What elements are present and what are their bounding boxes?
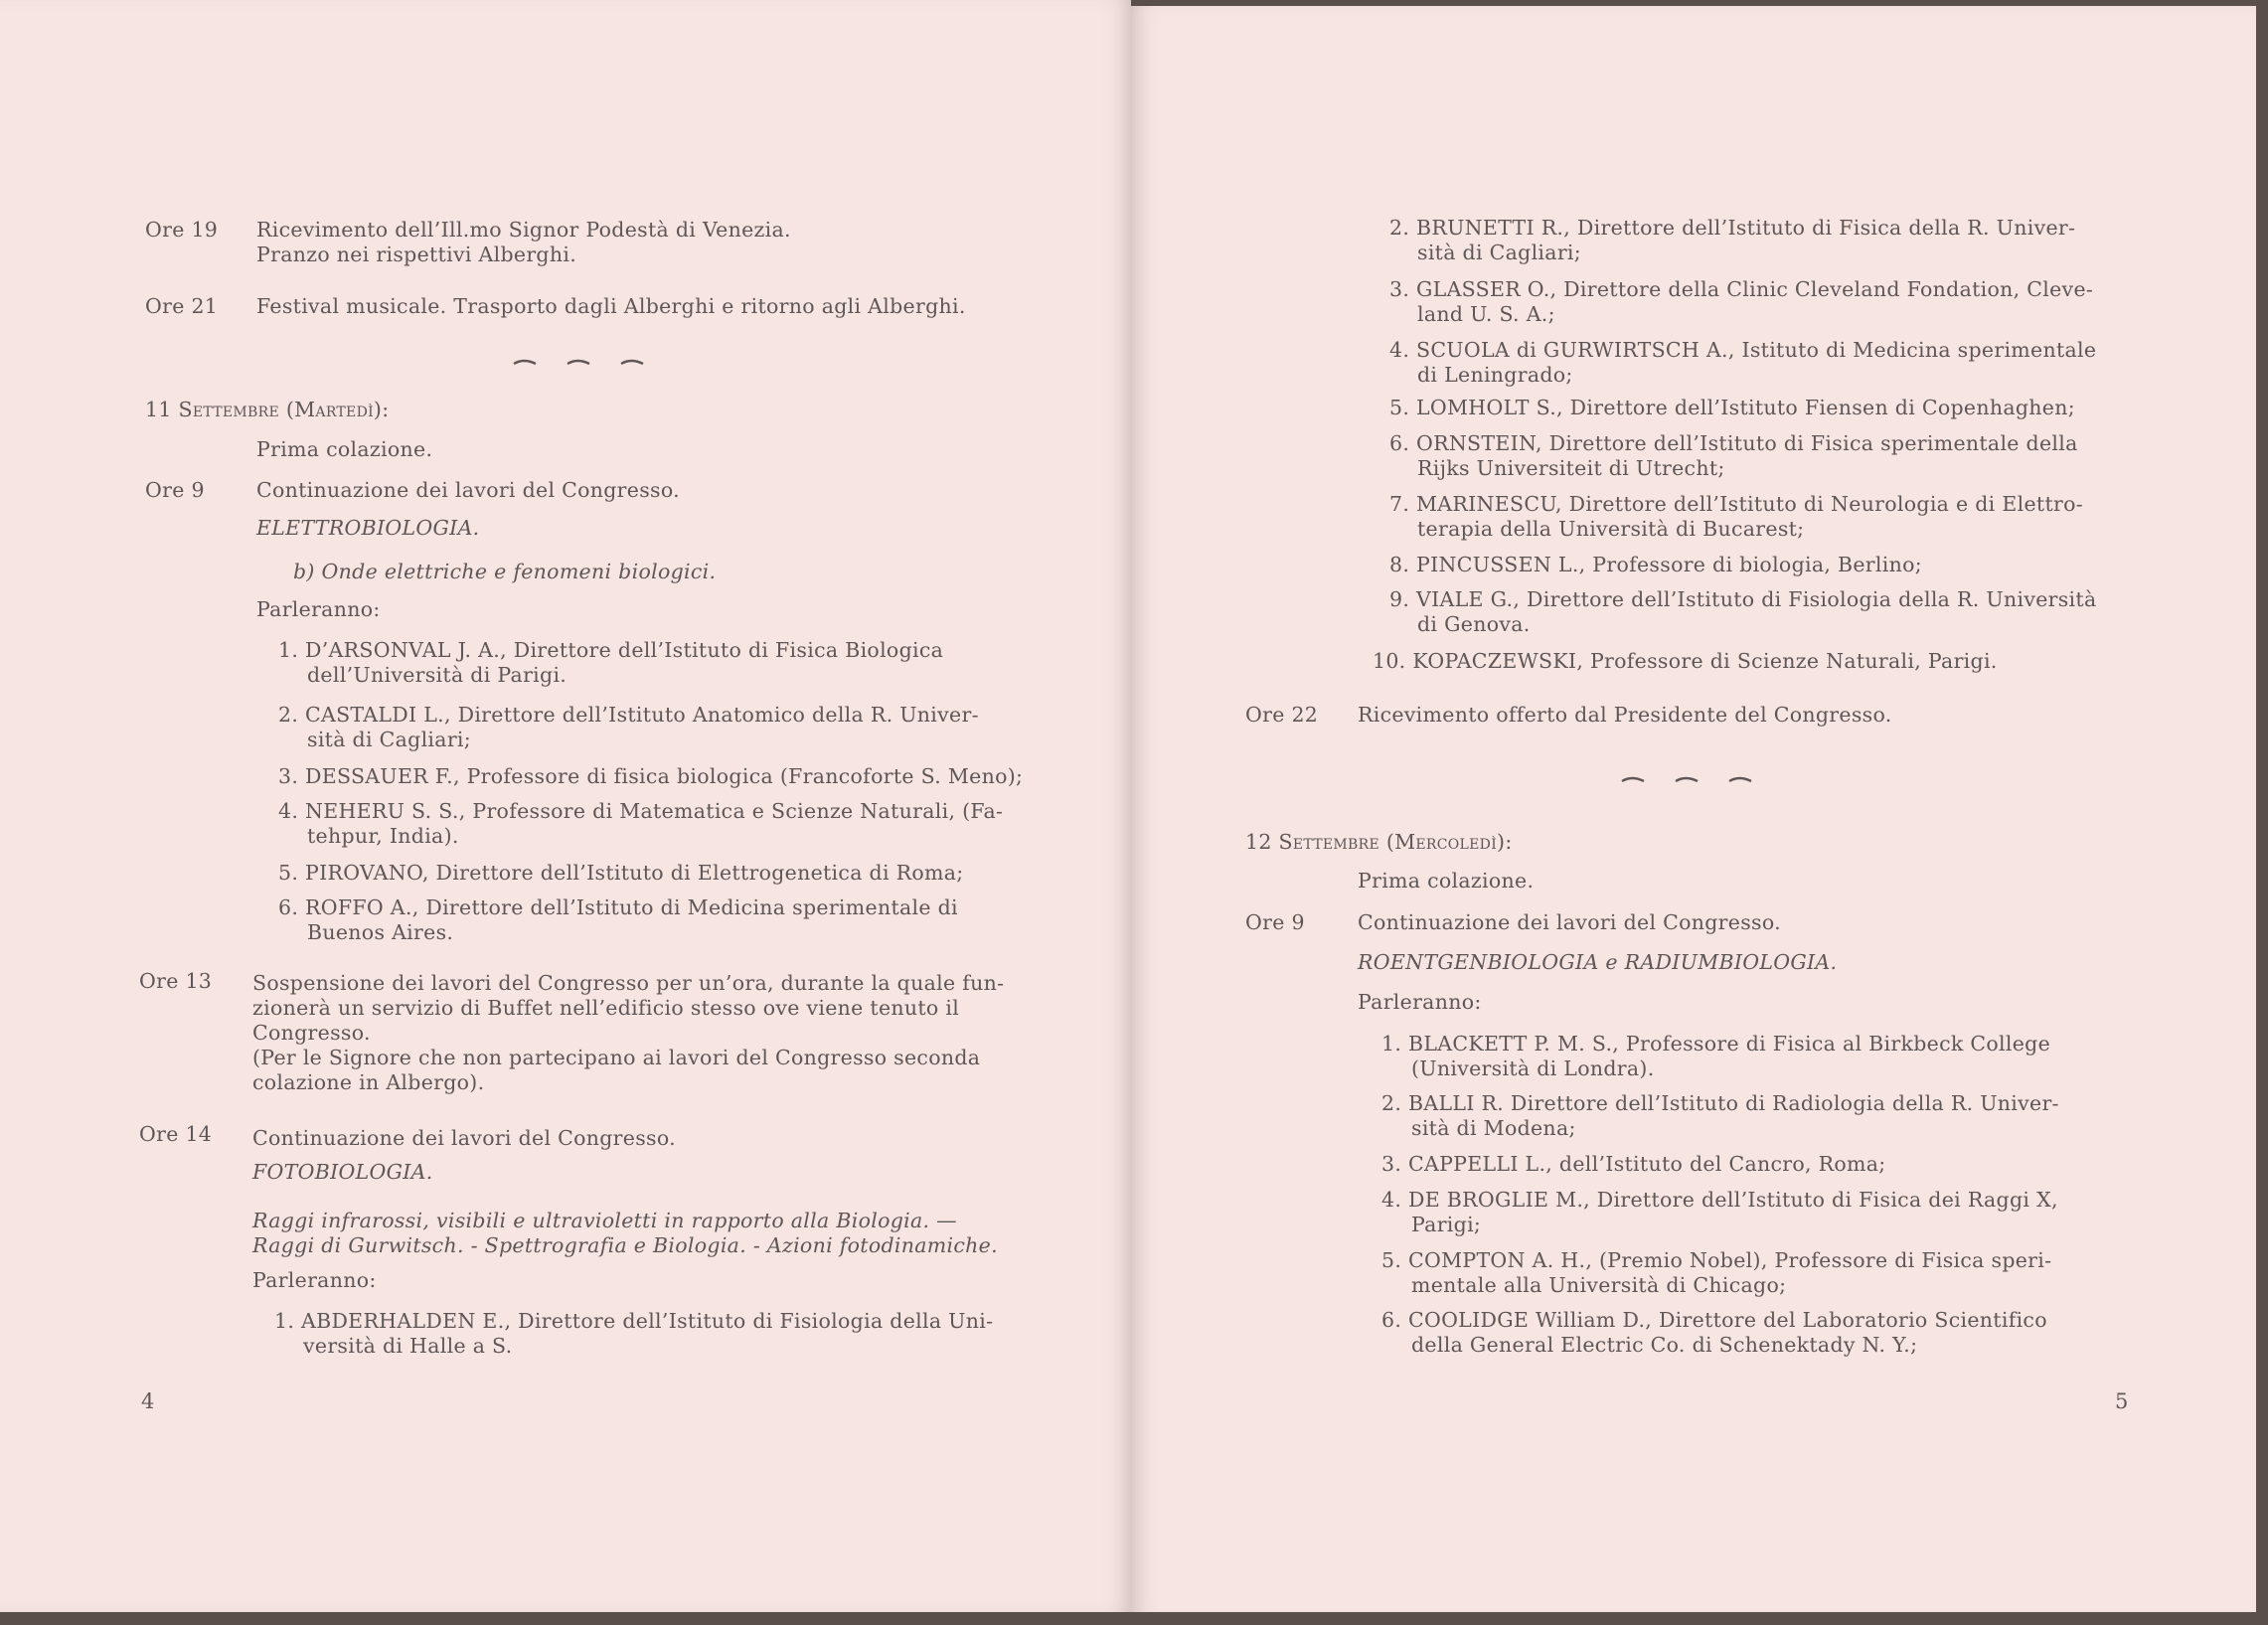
text-line: Prima colazione. [256, 437, 433, 461]
text-line: Prima colazione. [1358, 869, 1535, 893]
background-edge [0, 1612, 2268, 1625]
speaker-line: land U. S. A.; [1417, 302, 1555, 326]
text-line: Continuazione dei lavori del Congresso. [256, 478, 680, 502]
speaker-line: 4. NEHERU S. S., Professore di Matematica e Scienze Naturali, (Fa- [278, 799, 1004, 823]
section-separator-ornament [1620, 772, 1769, 786]
speaker-line: sità di Cagliari; [1417, 241, 1581, 264]
speaker-line: 1. BLACKETT P. M. S., Professore di Fisica al Birkbeck College [1381, 1032, 2051, 1056]
time-label: Ore 22 [1245, 703, 1319, 727]
speaker-line: sità di Modena; [1411, 1116, 1576, 1140]
text-line: Continuazione dei lavori del Congresso. [252, 1126, 676, 1150]
speaker-line: 10. KOPACZEWSKI, Professore di Scienze Naturali, Parigi. [1373, 649, 1998, 673]
time-label: Ore 14 [139, 1122, 213, 1146]
speaker-line: di Leningrado; [1417, 363, 1573, 387]
speaker-line: 8. PINCUSSEN L., Professore di biologia, Berlino; [1389, 553, 1922, 576]
speaker-line: 1. ABDERHALDEN E., Direttore dell’Istituto di Fisiologia della Uni- [274, 1309, 994, 1333]
time-label: Ore 13 [139, 969, 213, 993]
text-line: (Per le Signore che non partecipano ai lavori del Congresso seconda [252, 1046, 981, 1069]
text-line: colazione in Albergo). [252, 1070, 485, 1094]
text-line: zionerà un servizio di Buffet nell’edificio stesso ove viene tenuto il [252, 996, 960, 1020]
text-line: Ricevimento offerto dal Presidente del Congresso. [1358, 703, 1892, 727]
speaker-line: terapia della Università di Bucarest; [1417, 517, 1805, 541]
speaker-line: 3. CAPPELLI L., dell’Istituto del Cancro, Roma; [1381, 1152, 1886, 1176]
section-title: ELETTROBIOLOGIA. [256, 516, 480, 540]
section-title: FOTOBIOLOGIA. [252, 1160, 433, 1184]
speaker-line: 5. LOMHOLT S., Direttore dell’Istituto Fiensen di Copenhaghen; [1389, 396, 2075, 419]
speaker-line: tehpur, India). [307, 824, 459, 848]
speaker-line: 6. ROFFO A., Direttore dell’Istituto di Medicina sperimentale di [278, 895, 958, 919]
speaker-line: della General Electric Co. di Schenektady N. Y.; [1411, 1333, 1918, 1357]
time-label: Ore 9 [1245, 910, 1305, 934]
page-number: 4 [141, 1389, 155, 1413]
speaker-line: 4. DE BROGLIE M., Direttore dell’Istituto di Fisica dei Raggi X, [1381, 1188, 2058, 1212]
time-label: Ore 19 [145, 218, 219, 242]
time-label: Ore 9 [145, 478, 205, 502]
section-separator-ornament [512, 355, 661, 369]
text-line: Parleranno: [256, 597, 381, 621]
speaker-line: 5. PIROVANO, Direttore dell’Istituto di Elettrogenetica di Roma; [278, 861, 964, 885]
speaker-line: 6. ORNSTEIN, Direttore dell’Istituto di Fisica sperimentale della [1389, 431, 2078, 455]
speaker-line: 6. COOLIDGE William D., Direttore del Laboratorio Scientifico [1381, 1308, 2047, 1332]
speaker-line: 2. CASTALDI L., Direttore dell’Istituto Anatomico della R. Univer- [278, 703, 979, 727]
speaker-line: sità di Cagliari; [307, 728, 471, 751]
topic-line: Raggi infrarossi, visibili e ultravioletti in rapporto alla Biologia. — [252, 1209, 957, 1232]
speaker-line: 3. DESSAUER F., Professore di fisica biologica (Francoforte S. Meno); [278, 764, 1024, 788]
speaker-line: 7. MARINESCU, Direttore dell’Istituto di Neurologia e di Elettro- [1389, 492, 2083, 516]
speaker-line: mentale alla Università di Chicago; [1411, 1273, 1787, 1297]
speaker-line: 1. D’ARSONVAL J. A., Direttore dell’Istituto di Fisica Biologica [278, 638, 944, 662]
page-number: 5 [2115, 1389, 2129, 1413]
subsection-title: b) Onde elettriche e fenomeni biologici. [293, 560, 717, 583]
speaker-line: 5. COMPTON A. H., (Premio Nobel), Professore di Fisica speri- [1381, 1248, 2052, 1272]
text-line: Parleranno: [252, 1268, 377, 1292]
speaker-line: (Università di Londra). [1411, 1056, 1655, 1080]
text-line: Parleranno: [1358, 990, 1482, 1014]
speaker-line: 3. GLASSER O., Direttore della Clinic Cleveland Fondation, Cleve- [1389, 277, 2094, 301]
text-line: Congresso. [252, 1021, 371, 1045]
text-line: Pranzo nei rispettivi Alberghi. [256, 243, 577, 266]
speaker-line: di Genova. [1417, 612, 1531, 636]
speaker-line: Buenos Aires. [307, 920, 454, 944]
text-line: Continuazione dei lavori del Congresso. [1358, 910, 1781, 934]
speaker-line: dell’Università di Parigi. [307, 663, 567, 687]
time-label: Ore 21 [145, 294, 219, 318]
speaker-line: Parigi; [1411, 1213, 1482, 1236]
speaker-line: 2. BRUNETTI R., Direttore dell’Istituto di Fisica della R. Univer- [1389, 216, 2076, 240]
speaker-line: 2. BALLI R. Direttore dell’Istituto di Radiologia della R. Univer- [1381, 1091, 2059, 1115]
topic-line: Raggi di Gurwitsch. - Spettrografia e Biologia. - Azioni fotodinamiche. [252, 1233, 998, 1257]
day-heading: 11 Settembre (Martedì): [145, 398, 390, 421]
speaker-line: versità di Halle a S. [303, 1334, 513, 1358]
speaker-line: 4. SCUOLA di GURWIRTSCH A., Istituto di Medicina sperimentale [1389, 338, 2097, 362]
section-title: ROENTGENBIOLOGIA e RADIUMBIOLOGIA. [1358, 950, 1838, 974]
right-page [1131, 6, 2256, 1618]
text-line: Sospensione dei lavori del Congresso per un’ora, durante la quale fun- [252, 971, 1005, 995]
text-line: Ricevimento dell’Ill.mo Signor Podestà di Venezia. [256, 218, 791, 242]
speaker-line: Rijks Universiteit di Utrecht; [1417, 456, 1725, 480]
text-line: Festival musicale. Trasporto dagli Alberghi e ritorno agli Alberghi. [256, 294, 966, 318]
day-heading: 12 Settembre (Mercoledì): [1245, 830, 1513, 854]
speaker-line: 9. VIALE G., Direttore dell’Istituto di Fisiologia della R. Università [1389, 587, 2097, 611]
